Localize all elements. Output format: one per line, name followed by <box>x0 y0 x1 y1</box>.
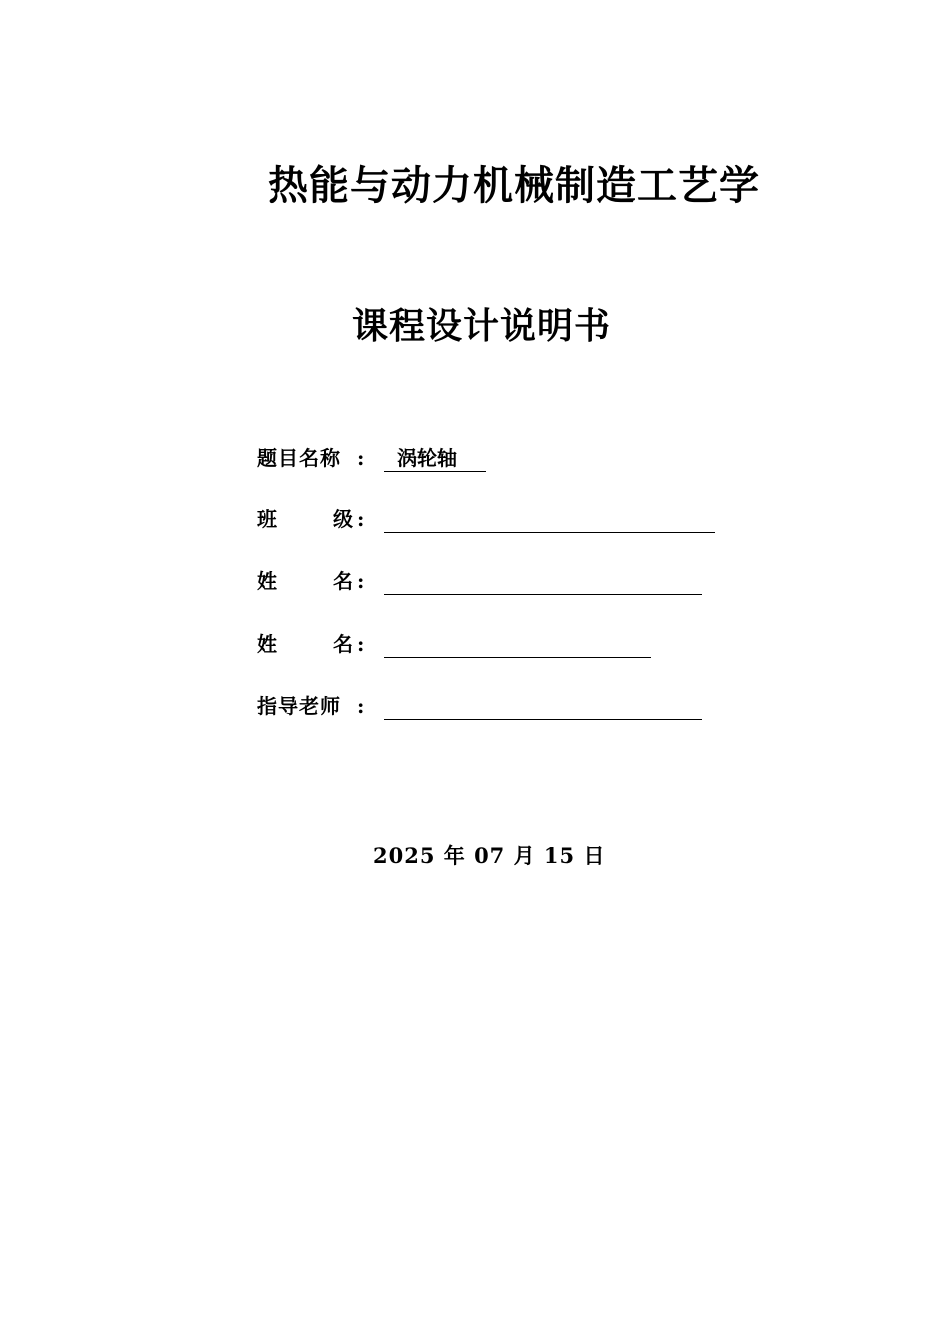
topic-colon: : <box>357 446 365 470</box>
topic-value[interactable]: 涡轮轴 <box>397 446 457 470</box>
advisor-field <box>257 692 717 722</box>
name-label-1-char2: 名 <box>333 569 353 593</box>
topic-field <box>257 444 497 474</box>
class-field <box>257 505 727 535</box>
document-title: 热能与动力机械制造工艺学 <box>268 162 760 209</box>
topic-label-text: 题目名称 <box>257 446 341 470</box>
name-label-2-char1: 姓 <box>257 632 277 656</box>
document-subtitle: 课程设计说明书 <box>352 305 612 347</box>
name-field-2 <box>257 630 667 660</box>
topic-underline <box>384 471 486 472</box>
class-colon: : <box>357 507 365 531</box>
name-colon-2: : <box>357 632 365 656</box>
advisor-colon: : <box>357 694 365 718</box>
name-label-2-char2: 名 <box>333 632 353 656</box>
name-colon-1: : <box>357 569 365 593</box>
name-field-1 <box>257 567 717 597</box>
advisor-label-text: 指导老师 <box>257 694 341 718</box>
document-date: 2025 年 07 月 15 日 <box>373 843 606 868</box>
class-underline <box>384 532 715 533</box>
name-label-1-char1: 姓 <box>257 569 277 593</box>
class-label-char1: 班 <box>257 507 277 531</box>
name-underline-1 <box>384 594 702 595</box>
class-label-char2: 级 <box>333 507 353 531</box>
name-underline-2 <box>384 657 651 658</box>
advisor-underline <box>384 719 702 720</box>
